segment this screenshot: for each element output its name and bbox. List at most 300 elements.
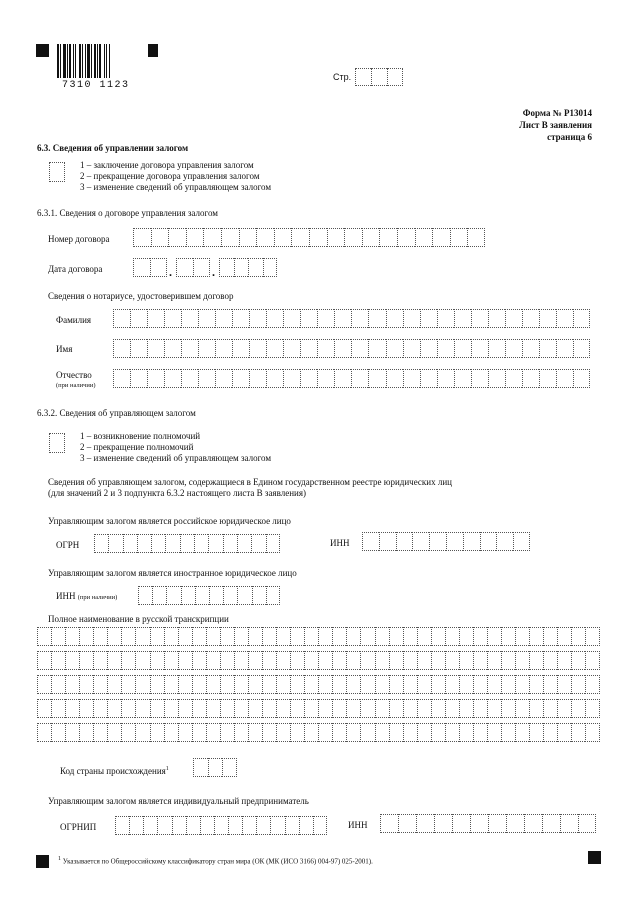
input-cell[interactable] [362, 228, 380, 247]
input-cell[interactable] [266, 339, 283, 358]
input-cell[interactable] [222, 758, 237, 777]
input-cell[interactable] [446, 532, 463, 551]
input-cell[interactable] [121, 675, 135, 694]
input-cell[interactable] [234, 627, 248, 646]
input-cell[interactable] [379, 532, 396, 551]
input-cell[interactable] [234, 651, 248, 670]
input-cell[interactable] [317, 369, 334, 388]
input-cell[interactable] [290, 627, 304, 646]
input-cell[interactable] [543, 651, 557, 670]
input-cell[interactable] [429, 532, 446, 551]
contract-date-day-field[interactable] [133, 258, 167, 277]
input-cell[interactable] [248, 651, 262, 670]
input-cell[interactable] [181, 586, 195, 605]
input-cell[interactable] [115, 816, 129, 835]
input-cell[interactable] [556, 369, 573, 388]
input-cell[interactable] [375, 675, 389, 694]
input-cell[interactable] [543, 699, 557, 718]
input-cell[interactable] [351, 369, 368, 388]
input-cell[interactable] [276, 699, 290, 718]
input-cell[interactable] [346, 651, 360, 670]
input-cell[interactable] [317, 309, 334, 328]
input-cell[interactable] [344, 228, 362, 247]
input-cell[interactable] [37, 723, 51, 742]
input-cell[interactable] [65, 627, 79, 646]
input-cell[interactable] [93, 651, 107, 670]
input-cell[interactable] [403, 627, 417, 646]
input-cell[interactable] [195, 586, 209, 605]
input-cell[interactable] [135, 651, 149, 670]
input-cell[interactable] [327, 228, 345, 247]
input-cell[interactable] [470, 814, 488, 833]
input-cell[interactable] [445, 627, 459, 646]
input-cell[interactable] [557, 723, 571, 742]
input-cell[interactable] [573, 369, 590, 388]
input-cell[interactable] [403, 339, 420, 358]
country-code-field[interactable] [193, 758, 237, 777]
input-cell[interactable] [389, 723, 403, 742]
input-cell[interactable] [459, 651, 473, 670]
input-cell[interactable] [234, 675, 248, 694]
input-cell[interactable] [242, 816, 256, 835]
input-cell[interactable] [37, 699, 51, 718]
input-cell[interactable] [283, 339, 300, 358]
input-cell[interactable] [473, 675, 487, 694]
input-cell[interactable] [398, 814, 416, 833]
inn-field[interactable] [362, 532, 530, 551]
input-cell[interactable] [543, 675, 557, 694]
input-cell[interactable] [121, 651, 135, 670]
input-cell[interactable] [178, 699, 192, 718]
input-cell[interactable] [164, 723, 178, 742]
input-cell[interactable] [135, 699, 149, 718]
input-cell[interactable] [262, 651, 276, 670]
input-cell[interactable] [150, 258, 167, 277]
input-cell[interactable] [206, 699, 220, 718]
input-cell[interactable] [437, 309, 454, 328]
notary-name-field[interactable] [113, 339, 590, 358]
input-cell[interactable] [403, 309, 420, 328]
input-cell[interactable] [234, 258, 249, 277]
input-cell[interactable] [208, 534, 222, 553]
input-cell[interactable] [234, 723, 248, 742]
input-cell[interactable] [290, 651, 304, 670]
input-cell[interactable] [123, 534, 137, 553]
input-cell[interactable] [147, 339, 164, 358]
input-cell[interactable] [529, 675, 543, 694]
input-cell[interactable] [168, 228, 186, 247]
input-cell[interactable] [291, 228, 309, 247]
input-cell[interactable] [437, 339, 454, 358]
input-cell[interactable] [403, 723, 417, 742]
input-cell[interactable] [150, 627, 164, 646]
input-cell[interactable] [459, 723, 473, 742]
input-cell[interactable] [304, 723, 318, 742]
input-cell[interactable] [360, 651, 374, 670]
input-cell[interactable] [471, 309, 488, 328]
input-cell[interactable] [304, 699, 318, 718]
input-cell[interactable] [360, 627, 374, 646]
input-cell[interactable] [403, 369, 420, 388]
input-cell[interactable] [431, 675, 445, 694]
input-cell[interactable] [51, 627, 65, 646]
input-cell[interactable] [513, 532, 530, 551]
input-cell[interactable] [543, 627, 557, 646]
input-cell[interactable] [452, 814, 470, 833]
input-cell[interactable] [471, 369, 488, 388]
input-cell[interactable] [249, 339, 266, 358]
input-cell[interactable] [152, 586, 166, 605]
input-cell[interactable] [251, 534, 265, 553]
input-cell[interactable] [256, 816, 270, 835]
input-cell[interactable] [133, 258, 150, 277]
input-cell[interactable] [164, 339, 181, 358]
input-cell[interactable] [256, 228, 274, 247]
input-cell[interactable] [138, 586, 152, 605]
input-cell[interactable] [420, 369, 437, 388]
input-cell[interactable] [417, 651, 431, 670]
input-cell[interactable] [121, 699, 135, 718]
input-cell[interactable] [266, 586, 280, 605]
input-cell[interactable] [334, 339, 351, 358]
input-cell[interactable] [539, 309, 556, 328]
input-cell[interactable] [417, 627, 431, 646]
input-cell[interactable] [93, 675, 107, 694]
input-cell[interactable] [417, 723, 431, 742]
input-cell[interactable] [375, 699, 389, 718]
input-cell[interactable] [389, 675, 403, 694]
input-cell[interactable] [318, 675, 332, 694]
input-cell[interactable] [505, 339, 522, 358]
page-number-field[interactable] [355, 68, 403, 86]
input-cell[interactable] [203, 228, 221, 247]
input-cell[interactable] [560, 814, 578, 833]
input-cell[interactable] [220, 675, 234, 694]
input-cell[interactable] [249, 309, 266, 328]
input-cell[interactable] [578, 814, 596, 833]
input-cell[interactable] [266, 534, 280, 553]
input-cell[interactable] [501, 675, 515, 694]
input-cell[interactable] [232, 339, 249, 358]
input-cell[interactable] [147, 369, 164, 388]
input-cell[interactable] [487, 627, 501, 646]
input-cell[interactable] [473, 723, 487, 742]
input-cell[interactable] [193, 758, 208, 777]
input-cell[interactable] [137, 534, 151, 553]
input-cell[interactable] [309, 228, 327, 247]
input-cell[interactable] [346, 723, 360, 742]
input-cell[interactable] [573, 339, 590, 358]
input-cell[interactable] [94, 534, 108, 553]
input-cell[interactable] [317, 339, 334, 358]
input-cell[interactable] [262, 675, 276, 694]
input-cell[interactable] [505, 309, 522, 328]
input-cell[interactable] [79, 699, 93, 718]
input-cell[interactable] [208, 758, 223, 777]
input-cell[interactable] [248, 258, 263, 277]
input-cell[interactable] [172, 816, 186, 835]
input-cell[interactable] [487, 723, 501, 742]
input-cell[interactable] [164, 627, 178, 646]
input-cell[interactable] [542, 814, 560, 833]
input-cell[interactable] [214, 816, 228, 835]
input-cell[interactable] [206, 651, 220, 670]
input-cell[interactable] [164, 675, 178, 694]
input-cell[interactable] [79, 627, 93, 646]
input-cell[interactable] [135, 723, 149, 742]
input-cell[interactable] [487, 675, 501, 694]
input-cell[interactable] [332, 651, 346, 670]
input-cell[interactable] [368, 309, 385, 328]
input-cell[interactable] [206, 627, 220, 646]
full-name-row-5[interactable] [37, 723, 600, 742]
input-cell[interactable] [506, 814, 524, 833]
input-cell[interactable] [299, 816, 313, 835]
input-cell[interactable] [274, 228, 292, 247]
input-cell[interactable] [396, 532, 413, 551]
input-cell[interactable] [93, 699, 107, 718]
input-cell[interactable] [266, 369, 283, 388]
input-cell[interactable] [362, 532, 379, 551]
input-cell[interactable] [178, 627, 192, 646]
input-cell[interactable] [334, 309, 351, 328]
input-cell[interactable] [51, 675, 65, 694]
ip-inn-field[interactable] [380, 814, 596, 833]
input-cell[interactable] [360, 675, 374, 694]
input-cell[interactable] [166, 586, 180, 605]
input-cell[interactable] [176, 258, 193, 277]
input-cell[interactable] [454, 339, 471, 358]
input-cell[interactable] [147, 309, 164, 328]
input-cell[interactable] [108, 534, 122, 553]
input-cell[interactable] [79, 723, 93, 742]
input-cell[interactable] [198, 309, 215, 328]
input-cell[interactable] [420, 339, 437, 358]
input-cell[interactable] [237, 534, 251, 553]
input-cell[interactable] [585, 723, 599, 742]
input-cell[interactable] [232, 309, 249, 328]
input-cell[interactable] [181, 369, 198, 388]
input-cell[interactable] [488, 814, 506, 833]
foreign-inn-field[interactable] [138, 586, 280, 605]
input-cell[interactable] [386, 309, 403, 328]
input-cell[interactable] [135, 675, 149, 694]
input-cell[interactable] [130, 339, 147, 358]
input-cell[interactable] [93, 723, 107, 742]
input-cell[interactable] [467, 228, 485, 247]
input-cell[interactable] [459, 627, 473, 646]
contract-date-month-field[interactable] [176, 258, 210, 277]
input-cell[interactable] [220, 651, 234, 670]
input-cell[interactable] [375, 651, 389, 670]
input-cell[interactable] [290, 675, 304, 694]
input-cell[interactable] [232, 369, 249, 388]
input-cell[interactable] [585, 627, 599, 646]
input-cell[interactable] [332, 723, 346, 742]
input-cell[interactable] [522, 369, 539, 388]
input-cell[interactable] [223, 534, 237, 553]
input-cell[interactable] [585, 651, 599, 670]
input-cell[interactable] [209, 586, 223, 605]
input-cell[interactable] [445, 723, 459, 742]
input-cell[interactable] [360, 699, 374, 718]
input-cell[interactable] [529, 723, 543, 742]
input-cell[interactable] [121, 627, 135, 646]
input-cell[interactable] [228, 816, 242, 835]
input-cell[interactable] [121, 723, 135, 742]
input-cell[interactable] [415, 228, 433, 247]
input-cell[interactable] [220, 699, 234, 718]
input-cell[interactable] [220, 723, 234, 742]
input-cell[interactable] [557, 627, 571, 646]
input-cell[interactable] [234, 699, 248, 718]
input-cell[interactable] [515, 651, 529, 670]
input-cell[interactable] [79, 651, 93, 670]
input-cell[interactable] [198, 369, 215, 388]
input-cell[interactable] [143, 816, 157, 835]
input-cell[interactable] [130, 309, 147, 328]
input-cell[interactable] [262, 627, 276, 646]
input-cell[interactable] [300, 339, 317, 358]
input-cell[interactable] [300, 369, 317, 388]
input-cell[interactable] [473, 627, 487, 646]
input-cell[interactable] [107, 675, 121, 694]
input-cell[interactable] [276, 627, 290, 646]
input-cell[interactable] [318, 651, 332, 670]
input-cell[interactable] [585, 675, 599, 694]
input-cell[interactable] [200, 816, 214, 835]
input-cell[interactable] [522, 309, 539, 328]
input-cell[interactable] [389, 627, 403, 646]
input-cell[interactable] [223, 586, 237, 605]
input-cell[interactable] [571, 651, 585, 670]
input-cell[interactable] [37, 675, 51, 694]
input-cell[interactable] [487, 699, 501, 718]
input-cell[interactable] [434, 814, 452, 833]
input-cell[interactable] [501, 651, 515, 670]
input-cell[interactable] [113, 309, 130, 328]
input-cell[interactable] [192, 675, 206, 694]
input-cell[interactable] [165, 534, 179, 553]
input-cell[interactable] [248, 627, 262, 646]
input-cell[interactable] [416, 814, 434, 833]
input-cell[interactable] [192, 627, 206, 646]
input-cell[interactable] [129, 816, 143, 835]
input-cell[interactable] [248, 675, 262, 694]
input-cell[interactable] [164, 309, 181, 328]
input-cell[interactable] [459, 675, 473, 694]
input-cell[interactable] [93, 627, 107, 646]
input-cell[interactable] [318, 699, 332, 718]
input-cell[interactable] [557, 699, 571, 718]
input-cell[interactable] [37, 627, 51, 646]
input-cell[interactable] [454, 309, 471, 328]
input-cell[interactable] [276, 723, 290, 742]
input-cell[interactable] [332, 699, 346, 718]
input-cell[interactable] [556, 309, 573, 328]
input-cell[interactable] [262, 699, 276, 718]
input-cell[interactable] [412, 532, 429, 551]
input-cell[interactable] [571, 723, 585, 742]
input-cell[interactable] [515, 675, 529, 694]
input-cell[interactable] [248, 723, 262, 742]
input-cell[interactable] [51, 723, 65, 742]
input-cell[interactable] [351, 339, 368, 358]
input-cell[interactable] [164, 369, 181, 388]
input-cell[interactable] [206, 675, 220, 694]
input-cell[interactable] [529, 651, 543, 670]
input-cell[interactable] [262, 723, 276, 742]
input-cell[interactable] [113, 339, 130, 358]
ogrn-field[interactable] [94, 534, 280, 553]
input-cell[interactable] [193, 258, 210, 277]
input-cell[interactable] [389, 651, 403, 670]
input-cell[interactable] [150, 699, 164, 718]
input-cell[interactable] [515, 699, 529, 718]
input-cell[interactable] [133, 228, 151, 247]
input-cell[interactable] [51, 699, 65, 718]
input-cell[interactable] [524, 814, 542, 833]
input-cell[interactable] [206, 723, 220, 742]
input-cell[interactable] [130, 369, 147, 388]
input-cell[interactable] [252, 586, 266, 605]
input-cell[interactable] [318, 723, 332, 742]
input-cell[interactable] [375, 627, 389, 646]
input-cell[interactable] [219, 258, 234, 277]
input-cell[interactable] [151, 534, 165, 553]
input-cell[interactable] [290, 723, 304, 742]
input-cell[interactable] [263, 258, 278, 277]
input-cell[interactable] [487, 651, 501, 670]
input-cell[interactable] [515, 627, 529, 646]
input-cell[interactable] [539, 339, 556, 358]
input-cell[interactable] [65, 699, 79, 718]
input-cell[interactable] [164, 699, 178, 718]
input-cell[interactable] [397, 228, 415, 247]
input-cell[interactable] [65, 651, 79, 670]
input-cell[interactable] [192, 651, 206, 670]
input-cell[interactable] [107, 627, 121, 646]
input-cell[interactable] [178, 651, 192, 670]
contract-date-year-field[interactable] [219, 258, 277, 277]
input-cell[interactable] [150, 675, 164, 694]
input-cell[interactable] [454, 369, 471, 388]
input-cell[interactable] [192, 699, 206, 718]
input-cell[interactable] [480, 532, 497, 551]
notary-patronymic-field[interactable] [113, 369, 590, 388]
input-cell[interactable] [313, 816, 327, 835]
input-cell[interactable] [135, 627, 149, 646]
input-cell[interactable] [431, 651, 445, 670]
input-cell[interactable] [248, 699, 262, 718]
input-cell[interactable] [151, 228, 169, 247]
input-cell[interactable] [432, 228, 450, 247]
input-cell[interactable] [459, 699, 473, 718]
input-cell[interactable] [215, 339, 232, 358]
input-cell[interactable] [37, 651, 51, 670]
input-cell[interactable] [276, 651, 290, 670]
input-cell[interactable] [505, 369, 522, 388]
full-name-row-4[interactable] [37, 699, 600, 718]
input-cell[interactable] [445, 651, 459, 670]
input-cell[interactable] [150, 651, 164, 670]
input-cell[interactable] [221, 228, 239, 247]
input-cell[interactable] [157, 816, 171, 835]
input-cell[interactable] [192, 723, 206, 742]
input-cell[interactable] [346, 675, 360, 694]
input-cell[interactable] [389, 699, 403, 718]
input-cell[interactable] [249, 369, 266, 388]
